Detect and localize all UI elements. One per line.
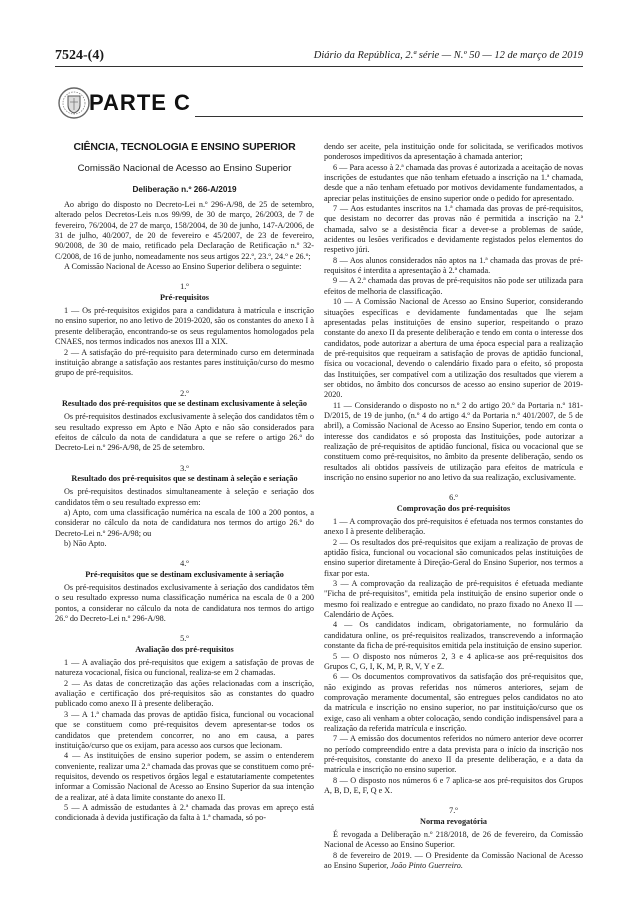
part-banner	[55, 86, 583, 122]
journal-title: Diário da República, 2.ª série — N.º 50 — 12 de março de 2019	[313, 50, 583, 61]
paragraph: 2 — Os resultados dos pré-requisitos que exijam a realização de provas de aptidão física, funcional ou vocacional são comunicados pelas instituições de ensino superior diretamente à Direção-Geral do Ensino Superior, nos termos a fixar por esta.	[324, 537, 583, 578]
article-number: 1.º	[180, 282, 189, 292]
article-title: Resultado dos pré-requisitos que se destinam à seleção e seriação	[71, 473, 298, 483]
intro-paragraph: Ao abrigo do disposto no Decreto-Lei n.º 296-A/98, de 25 de setembro, alterado pelos Decretos-Leis n.os 99/99, de 30 de março, 26/2003, de 7 de fevereiro, 76/2004, de 27 de março, 158/2004, de 30 de junho, 147-A/2006, de 31 de julho, 40/2007, de 20 de fevereiro e 45/2007, de 23 de fevereiro, 90/2008, de 30 de maio, retificado pela Declaração de Retificação n.º 32-C/2008, de 16 de junho, nomeadamente nos seus artigos 22.º, 23.º, 24.º e 26.º;	[55, 200, 314, 261]
signature-text: 8 de fevereiro de 2019. — O Presidente da Comissão Nacional de Acesso ao Ensino Superior,	[324, 850, 583, 871]
paragraph: 4 — Os candidatos indicam, obrigatoriamente, no formulário da candidatura online, os pré-requisitos realizados, transcrevendo a informação constante da ficha de pré-requisitos emitida pela instituição de ensino superior.	[324, 620, 583, 651]
left-column	[55, 142, 314, 824]
paragraph: 7 — A emissão dos documentos referidos no número anterior deve ocorrer no período compreendido entre a data prevista para o início da inscrição nos pré-requisitos, constante do anexo II da presente deliberação, e a data da matrícula e inscrição no ensino superior.	[324, 734, 583, 775]
article-number: 7.º	[449, 806, 458, 816]
signatory-name: João Pinto Guerreiro.	[390, 861, 463, 871]
paragraph: 8 — O disposto nos números 6 e 7 aplica-se aos pré-requisitos dos Grupos A, B, D, E, F, Q e X.	[324, 775, 583, 795]
ministry-heading: CIÊNCIA, TECNOLOGIA E ENSINO SUPERIOR	[73, 141, 296, 153]
article-title: Avaliação dos pré-requisitos	[135, 644, 234, 654]
article-title: Norma revogatória	[420, 816, 487, 826]
article-title: Pré-requisitos que se destinam exclusivamente à seriação	[85, 569, 284, 579]
paragraph: Os pré-requisitos destinados exclusivamente à seriação dos candidatos têm o seu resultado expresso numa classificação numérica na escala de 0 a 200 pontos, a considerar no cálculo da nota de candidatura nos termos do artigo 26.º do Decreto-Lei n.º 296-A/98.	[55, 583, 314, 624]
paragraph: 2 — A satisfação do pré-requisito para determinado curso em determinada instituição abrange a satisfação aos restantes pares instituição/curso do mesmo grupo de pré-requisitos.	[55, 347, 314, 378]
paragraph: 5 — A admissão de estudantes à 2.ª chamada das provas em apreço está condicionada à devida justificação da falta à 1.ª chamada, só po-	[55, 802, 314, 823]
signature-line	[324, 851, 583, 872]
page-number: 7524-(4)	[55, 48, 104, 63]
article-number: 2.º	[180, 388, 189, 398]
paragraph: 10 — A Comissão Nacional de Acesso ao Ensino Superior, considerando situações específicas e devidamente fundamentadas que lhe sejam apresentadas pelas instituições de ensino superior, respeitando o prazo constante do anexo II da presente deliberação e tendo em conta o interesse dos candidatos, pode autorizar a abertura de uma época especial para a realização de pré-requisitos que requeiram a satisfação de provas de aptidão funcional, física ou vocacional, devendo o calendário fixado para o efeito, só proposta das Instituições, ser compatível com a utilização dos resultados que vierem a ser obtidos, no âmbito dos concursos de acesso ao ensino superior de 2019-2020.	[324, 297, 583, 400]
header-divider	[55, 66, 583, 67]
intro-paragraph: A Comissão Nacional de Acesso ao Ensino Superior delibera o seguinte:	[64, 262, 302, 272]
paragraph: 7 — Aos estudantes inscritos na 1.ª chamada das provas de pré-requisitos, que desistam no decorrer das provas não é permitida a inscrição na 2.ª chamada, salvo se a desistência ficar a dever-se a problemas de saúde, acidentes ou lesões verificados e devidamente registados pelos elementos do respetivo júri.	[324, 204, 583, 255]
article-title: Pré-requisitos	[160, 292, 209, 302]
coat-of-arms-icon	[57, 86, 91, 120]
paragraph: 9 — A 2.ª chamada das provas de pré-requisitos não pode ser utilizada para efeitos de melhoria de classificação.	[324, 276, 583, 296]
paragraph: 3 — A comprovação da realização de pré-requisitos é efetuada mediante "Ficha de pré-requisitos", emitida pela instituição de ensino superior onde o mesmo foi realizado e entregue ao candidato, no prazo fixado no Anexo II — Calendário de Ações.	[324, 579, 583, 620]
part-label: PARTE C	[89, 90, 191, 115]
paragraph: 6 — Os documentos comprovativos da satisfação dos pré-requisitos que, não exigindo as provas referidas nos números anteriores, sejam de comprovação meramente documental, são entregues pelos candidatos no ato da matrícula e inscrição no ensino superior, no par instituição/curso que os exige, caso ali venham a obter colocação, sendo condição indispensável para a realização da referida matrícula e inscrição.	[324, 672, 583, 733]
page-header	[55, 48, 583, 64]
paragraph: 1 — A comprovação dos pré-requisitos é efetuada nos termos constantes do anexo I à presente deliberação.	[324, 517, 583, 537]
right-column	[324, 142, 583, 871]
deliberation-title: Deliberação n.º 266-A/2019	[132, 184, 237, 194]
paragraph: 11 — Considerando o disposto no n.º 2 do artigo 20.º da Portaria n.º 181-D/2015, de 19 de junho, (n.º 4 do artigo 4.º da Portaria n.º 401/2007, de 5 de abril), a Comissão Nacional de Acesso ao Ensino Superior, tendo em conta o interesse dos candidatos e só proposta das Instituições, pode autorizar a realização de pré-requisitos de aptidão funcional, física ou vocacional que se constituem como pré-requisitos, no âmbito da presente deliberação, sendo os resultados ali obtidos passíveis de utilização para efeitos de matrícula e inscrição no ensino superior no ano letivo da sua realização, exclusivamente.	[324, 400, 583, 482]
article-number: 5.º	[180, 634, 189, 644]
commission-heading: Comissão Nacional de Acesso ao Ensino Superior	[77, 163, 292, 175]
paragraph: É revogada a Deliberação n.º 218/2018, de 26 de fevereiro, da Comissão Nacional de Acesso ao Ensino Superior.	[324, 830, 583, 850]
paragraph: 8 — Aos alunos considerados não aptos na 1.ª chamada das provas de pré-requisitos é interdita a apresentação à 2.ª chamada.	[324, 255, 583, 276]
paragraph: 3 — A 1.ª chamada das provas de aptidão física, funcional ou vocacional que se constituem como pré-requisitos devem apresentar-se todos os candidatos que pretendem concorrer, no ano em causa, a pares instituição/curso que os exijam, para acesso aos cursos que lecionam.	[55, 709, 314, 750]
paragraph: 4 — As instituições de ensino superior podem, se assim o entenderem conveniente, realizar uma 2.ª chamada das provas que se constituem como pré-requisitos, devendo os respetivos órgãos legal e estatutariamente competentes informar a Comissão Nacional de Acesso ao Ensino Superior da sua intenção de a realizar, até à data limite constante do anexo II.	[55, 751, 314, 802]
paragraph: 5 — O disposto nos números 2, 3 e 4 aplica-se aos pré-requisitos dos Grupos C, G, I, K, M, P, R, V, Y e Z.	[324, 651, 583, 671]
paragraph: 1 — A avaliação dos pré-requisitos que exigem a satisfação de provas de natureza vocacional, física ou funcional, realiza-se em 2 chamadas.	[55, 658, 314, 678]
article-number: 3.º	[180, 463, 189, 473]
list-item: a) Apto, com uma classificação numérica na escala de 100 a 200 pontos, a considerar no cálculo da nota de candidatura nos termos do artigo 26.º do Decreto-Lei n.º 296-A/98; ou	[55, 507, 314, 538]
paragraph: 6 — Para acesso à 2.ª chamada das provas é autorizada a aceitação de novas inscrições de estudantes que não tenham efetuado a inscrição na 1.ª chamada, desde que a não tenham efetuado por motivos devidamente fundamentados, a apreciar pelas instituições de ensino superior onde o pedido for apresentado.	[324, 162, 583, 203]
list-item: b) Não Apto.	[64, 539, 107, 548]
paragraph: Os pré-requisitos destinados simultaneamente à seleção e seriação dos candidatos têm o seu resultado expresso em:	[55, 487, 314, 507]
paragraph: 1 — Os pré-requisitos exigidos para a candidatura à matrícula e inscrição no ensino superior, no ano letivo de 2019-2020, são os constantes do anexo I à presente deliberação, encontrando-se os seus regulamentos homologados pela CNAES, nos termos indicados nos anexos III a XIX.	[55, 306, 314, 347]
article-title: Resultado dos pré-requisitos que se destinam exclusivamente à seleção	[61, 398, 307, 408]
part-divider	[195, 116, 583, 117]
paragraph: 2 — As datas de concretização das ações relacionadas com a inscrição, avaliação e certificação dos pré-requisitos são as constantes do quadro publicado como anexo II à presente deliberação.	[55, 678, 314, 709]
paragraph: Os pré-requisitos destinados exclusivamente à seleção dos candidatos têm o seu resultado expresso em Apto e Não Apto e não são considerados para efeitos de cálculo da nota de candidatura a que se refere o artigo 26.º do Decreto-Lei n.º 296-A/98, de 25 de setembro.	[55, 412, 314, 453]
article-number: 6.º	[449, 493, 458, 503]
paragraph: dendo ser aceite, pela instituição onde for solicitada, se verificados motivos ponderosos impeditivos da apresentação à chamada anterior;	[324, 142, 583, 162]
article-title: Comprovação dos pré-requisitos	[396, 503, 511, 513]
article-number: 4.º	[180, 559, 189, 569]
